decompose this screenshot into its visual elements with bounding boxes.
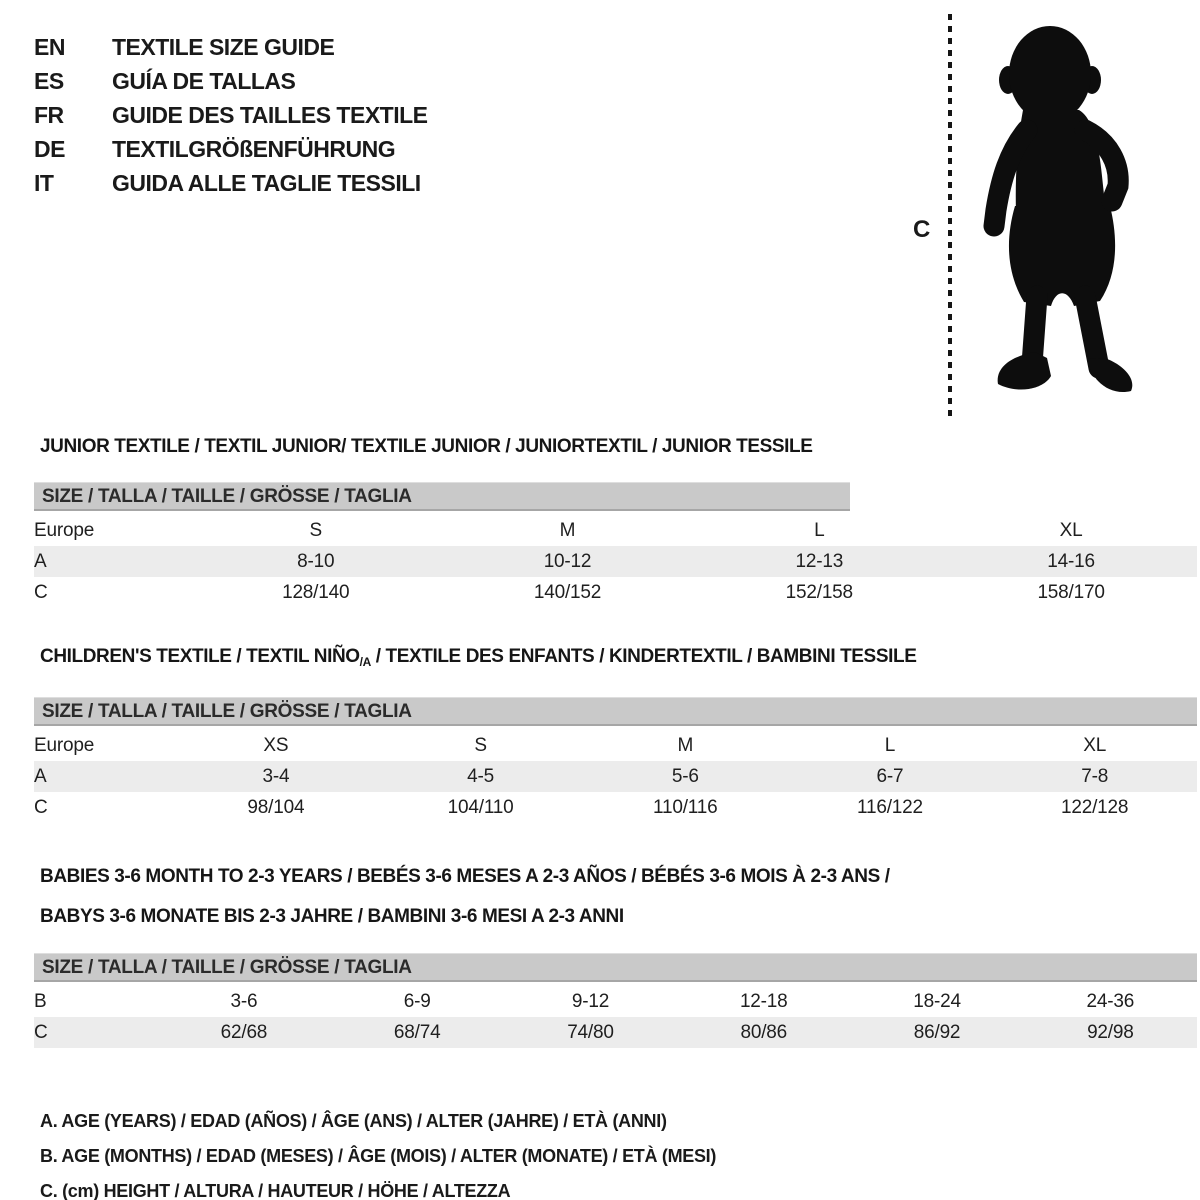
babies-size-bar [34, 953, 1197, 982]
lang-title-de: TEXTILGRÖßENFÜHRUNG [112, 135, 396, 162]
children-size-bar-label: SIZE / TALLA / TAILLE / GRÖSSE / TAGLIA [42, 701, 412, 722]
junior-size-table [34, 515, 1197, 608]
children-size-bar [34, 697, 1197, 726]
lang-code-it: IT [34, 169, 54, 196]
junior-section-heading: JUNIOR TEXTILE / TEXTIL JUNIOR/ TEXTILE JUNIOR / JUNIORTEXTIL / JUNIOR TESSILE [40, 436, 813, 457]
legend-line-c: C. (cm) HEIGHT / ALTURA / HAUTEUR / HÖHE / ALTEZZA [40, 1181, 511, 1200]
size-cell: XS [263, 734, 289, 756]
children-heading-pre: CHILDREN'S TEXTILE / TEXTIL NIÑO [40, 646, 360, 667]
row-label: B [34, 990, 47, 1012]
lang-title-it: GUIDA ALLE TAGLIE TESSILI [112, 169, 421, 196]
size-cell: XL [1083, 734, 1107, 756]
size-cell: 116/122 [857, 796, 923, 818]
table-row [34, 515, 1197, 546]
size-cell: 80/86 [740, 1021, 788, 1043]
section-junior-textile [34, 436, 1197, 608]
junior-size-bar-label: SIZE / TALLA / TAILLE / GRÖSSE / TAGLIA [42, 486, 412, 507]
table-row [34, 792, 1197, 823]
section-children-textile [34, 646, 1197, 823]
size-cell: 8-10 [297, 550, 335, 572]
table-row [34, 986, 1197, 1017]
size-cell: L [814, 519, 825, 541]
legend-block [34, 1104, 1197, 1200]
size-cell: 62/68 [220, 1021, 268, 1043]
babies-heading-line1: BABIES 3-6 MONTH TO 2-3 YEARS / BEBÉS 3-6 MESES A 2-3 AÑOS / BÉBÉS 3-6 MOIS À 2-3 ANS / [40, 866, 890, 887]
row-label: C [34, 796, 48, 818]
row-label: C [34, 1021, 48, 1043]
size-cell: 110/116 [653, 796, 718, 818]
size-cell: 12-18 [739, 990, 788, 1012]
babies-size-table [34, 986, 1197, 1048]
size-cell: 158/170 [1037, 581, 1105, 603]
row-label: C [34, 581, 48, 603]
row-label: Europe [34, 734, 95, 756]
babies-heading-line2: BABYS 3-6 MONATE BIS 2-3 JAHRE / BAMBINI 3-6 MESI A 2-3 ANNI [40, 906, 624, 927]
table-row [34, 761, 1197, 792]
children-heading-post: / TEXTILE DES ENFANTS / KINDERTEXTIL / BAMBINI TESSILE [370, 646, 917, 667]
lang-code-fr: FR [34, 101, 64, 128]
size-cell: 68/74 [393, 1021, 441, 1043]
size-cell: 10-12 [543, 550, 592, 572]
size-cell: 24-36 [1086, 990, 1135, 1012]
size-cell: 12-13 [795, 550, 844, 572]
size-cell: XL [1059, 519, 1083, 541]
size-cell: 122/128 [1061, 796, 1129, 818]
size-cell: M [677, 734, 694, 756]
size-cell: 5-6 [671, 765, 699, 787]
table-row [34, 546, 1197, 577]
size-cell: 6-7 [876, 765, 904, 787]
size-cell: 4-5 [467, 765, 495, 787]
size-cell: S [474, 734, 487, 756]
legend-line-b: B. AGE (MONTHS) / EDAD (MESES) / ÂGE (MOIS) / ALTER (MONATE) / ETÀ (MESI) [40, 1146, 717, 1166]
size-cell: 9-12 [571, 990, 610, 1012]
height-measure-label: C [913, 216, 931, 243]
size-cell: 128/140 [282, 581, 350, 603]
height-dashed-line-icon [948, 14, 952, 416]
size-cell: 98/104 [247, 796, 305, 818]
size-cell: 140/152 [533, 581, 602, 603]
lang-title-fr: GUIDE DES TAILLES TEXTILE [112, 101, 428, 128]
row-label: A [34, 765, 47, 787]
size-cell: 14-16 [1047, 550, 1095, 572]
lang-title-es: GUÍA DE TALLAS [112, 67, 296, 94]
table-row [34, 1017, 1197, 1048]
lang-title-en: TEXTILE SIZE GUIDE [112, 33, 335, 60]
babies-section-heading [34, 857, 1197, 937]
lang-code-es: ES [34, 67, 64, 94]
size-cell: 152/158 [785, 581, 853, 603]
lang-code-de: DE [34, 135, 65, 162]
junior-size-bar [34, 482, 850, 511]
size-cell: 86/92 [913, 1021, 961, 1043]
table-row [34, 577, 1197, 608]
children-size-table [34, 730, 1197, 823]
babies-size-bar-label: SIZE / TALLA / TAILLE / GRÖSSE / TAGLIA [42, 957, 412, 978]
section-babies-textile [34, 857, 1197, 1048]
size-cell: 92/98 [1087, 1021, 1134, 1043]
size-cell: 3-6 [230, 990, 258, 1012]
size-cell: 18-24 [913, 990, 961, 1012]
size-cell: M [559, 519, 576, 541]
measurement-figure [905, 12, 1165, 420]
table-row [34, 730, 1197, 761]
lang-code-en: EN [34, 33, 65, 60]
size-cell: 7-8 [1081, 765, 1109, 787]
children-section-heading [34, 646, 1197, 673]
size-cell: L [884, 734, 896, 756]
size-cell: 3-4 [262, 765, 290, 787]
size-cell: 6-9 [403, 990, 431, 1012]
size-cell: S [309, 519, 322, 541]
children-heading-subscript: /A [359, 655, 371, 669]
size-cell: 104/110 [447, 796, 514, 818]
row-label: A [34, 550, 47, 572]
toddler-silhouette-icon [971, 14, 1143, 416]
size-cell: 74/80 [567, 1021, 614, 1043]
legend-line-a: A. AGE (YEARS) / EDAD (AÑOS) / ÂGE (ANS) / ALTER (JAHRE) / ETÀ (ANNI) [40, 1111, 667, 1131]
row-label: Europe [34, 519, 95, 541]
